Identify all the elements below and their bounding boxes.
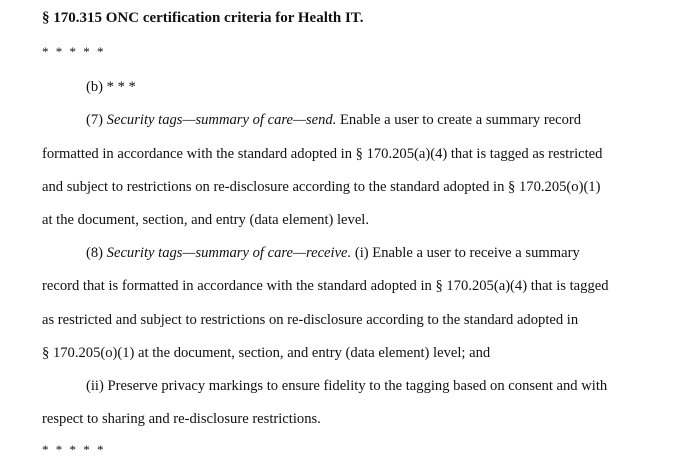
para8ii-line2: respect to sharing and re-disclosure restrictions.	[42, 411, 321, 427]
para8-line1	[86, 244, 580, 262]
section-heading: § 170.315 ONC certification criteria for Health IT.	[42, 10, 364, 26]
para7-number: (7)	[86, 112, 107, 128]
para8-line2: record that is formatted in accordance with the standard adopted in § 170.205(a)(4) that is tagged	[42, 278, 609, 294]
omission-stars: * * * * *	[42, 44, 106, 59]
para8-line4: § 170.205(o)(1) at the document, section, and entry (data element) level; and	[42, 345, 491, 361]
omission-stars-end: * * * * *	[42, 442, 106, 457]
para8-line3: as restricted and subject to restrictions on re-disclosure according to the standard adopted in	[42, 312, 579, 328]
para8ii-line1: (ii) Preserve privacy markings to ensure fidelity to the tagging based on consent and with	[86, 378, 608, 394]
para8-title: Security tags—summary of care—receive.	[106, 245, 352, 261]
para8-line1-text: (i) Enable a user to receive a summary	[351, 245, 580, 261]
para7-line3: and subject to restrictions on re-disclosure according to the standard adopted in § 170.205(o)(1)	[42, 179, 601, 195]
subsection-b: (b) * * *	[86, 79, 136, 95]
para7-line2: formatted in accordance with the standard adopted in § 170.205(a)(4) that is tagged as restricted	[42, 146, 603, 162]
para7-line1-text: Enable a user to create a summary record	[336, 112, 582, 128]
para8-number: (8)	[86, 245, 107, 261]
para7-line1	[86, 111, 581, 129]
para7-title: Security tags—summary of care—send.	[106, 112, 337, 128]
para7-line4: at the document, section, and entry (data element) level.	[42, 212, 370, 228]
